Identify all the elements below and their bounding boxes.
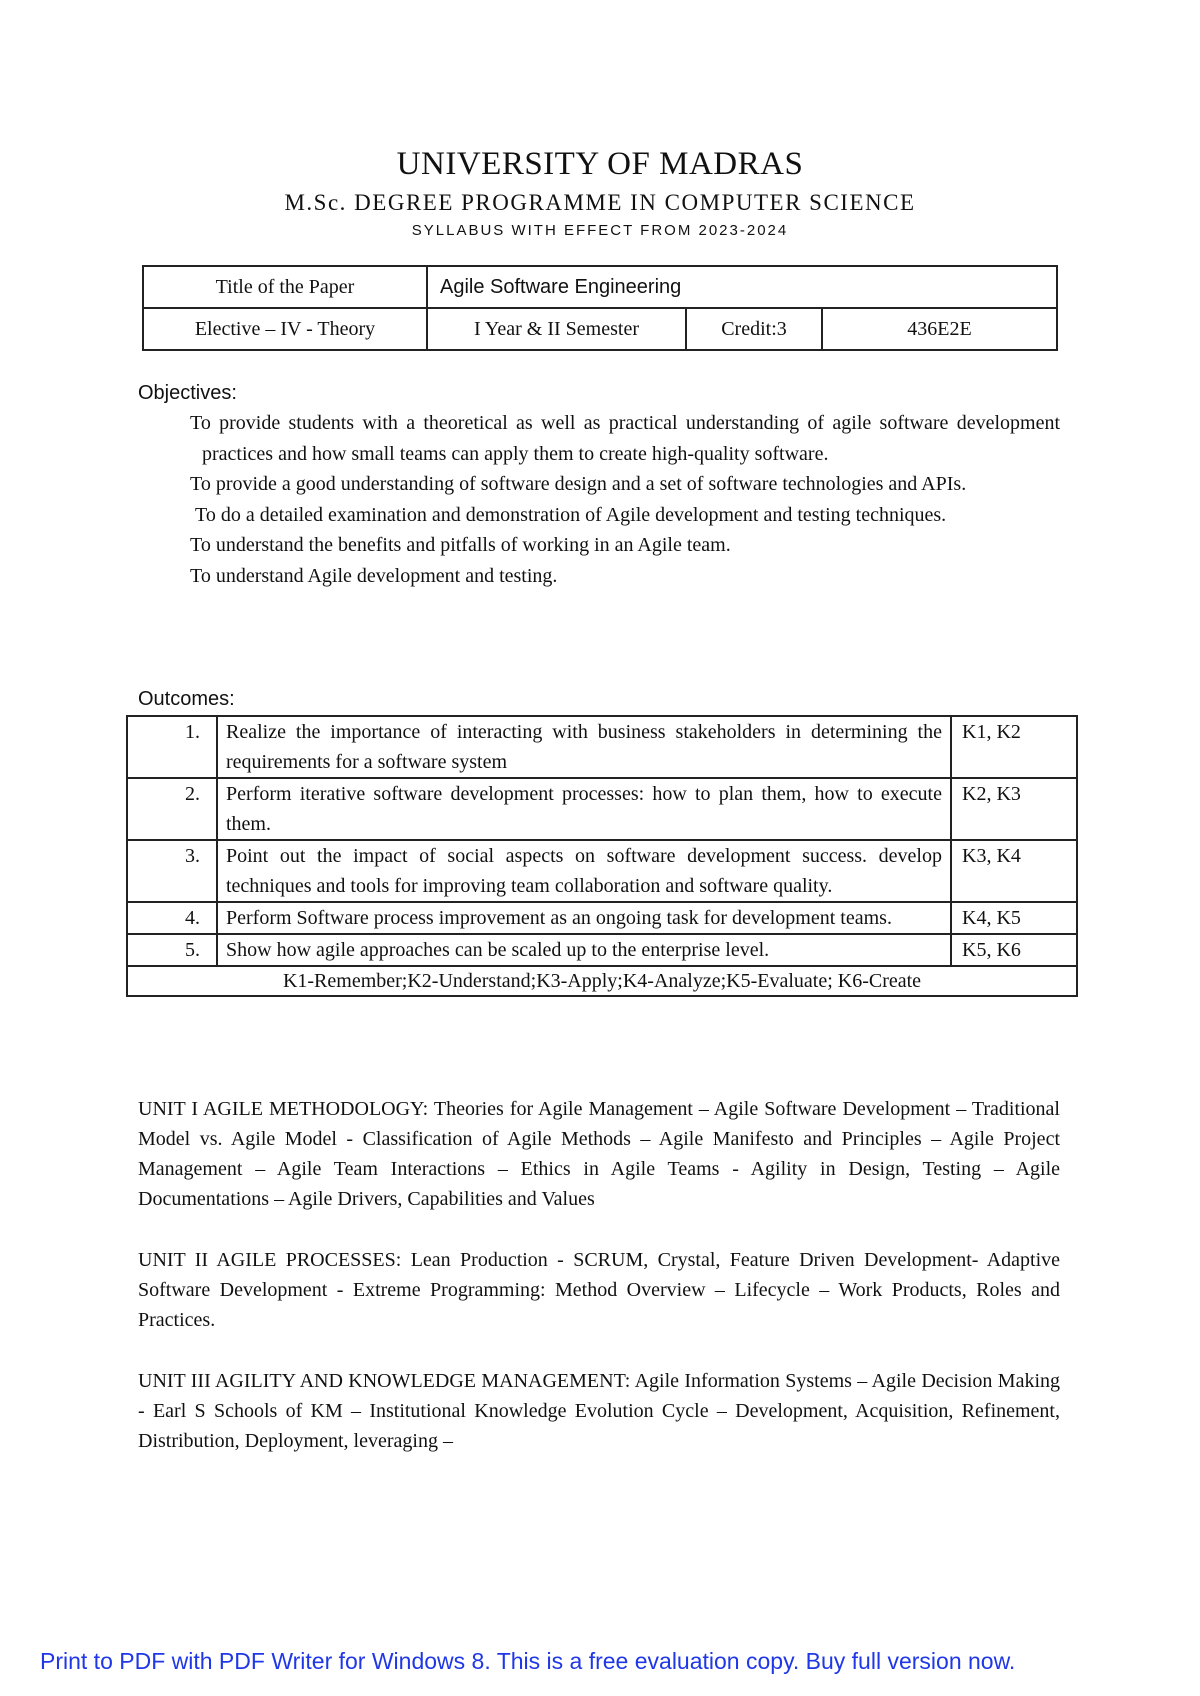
evaluation-watermark-footer: Print to PDF with PDF Writer for Windows 8. This is a free evaluation copy. Buy full version now. [40,1648,1016,1674]
outcome-number: 3. [127,840,217,902]
objective-item: To provide students with a theoretical as well as practical understanding of agile software development practices and how small teams can apply them to create high-quality software. [190,412,1060,465]
unit-paragraph: UNIT II AGILE PROCESSES: Lean Production - SCRUM, Crystal, Feature Driven Development- Adaptive Software Development - Extreme Programming: Method Overview – Lifecycle – Work Products, Roles and Practices. [138,1249,1060,1331]
outcome-knowledge-level: K5, K6 [951,934,1077,966]
knowledge-level-legend: K1-Remember;K2-Understand;K3-Apply;K4-Analyze;K5-Evaluate; K6-Create [127,966,1077,996]
outcome-knowledge-level: K3, K4 [951,840,1077,902]
outcome-knowledge-level: K1, K2 [951,716,1077,778]
outcome-number: 1. [127,716,217,778]
title-label: Title of the Paper [143,266,427,308]
objective-item: To do a detailed examination and demonstration of Agile development and testing techniques. [195,503,947,526]
credit-cell: Credit:3 [686,308,822,350]
outcomes-table [126,715,1078,997]
outcome-number: 4. [127,902,217,934]
course-code-cell: 436E2E [822,308,1057,350]
university-title: UNIVERSITY OF MADRAS [396,146,804,182]
outcome-number: 2. [127,778,217,840]
syllabus-effect: SYLLABUS WITH EFFECT FROM 2023-2024 [411,222,789,239]
table-row [127,778,1077,840]
outcome-text: Perform iterative software development processes: how to plan them, how to execute them. [217,778,951,840]
outcome-knowledge-level: K2, K3 [951,778,1077,840]
elective-cell: Elective – IV - Theory [143,308,427,350]
paper-info-table [142,265,1058,351]
year-semester-cell: I Year & II Semester [427,308,686,350]
title-value: Agile Software Engineering [427,266,1057,308]
table-row [127,840,1077,902]
units-section [138,1094,1060,1487]
outcome-knowledge-level: K4, K5 [951,902,1077,934]
outcome-text: Realize the importance of interacting with business stakeholders in determining the requirements for a software system [217,716,951,778]
programme-title: M.Sc. DEGREE PROGRAMME IN COMPUTER SCIENCE [284,190,916,215]
unit-paragraph: UNIT I AGILE METHODOLOGY: Theories for Agile Management – Agile Software Development – Traditional Model vs. Agile Model - Classification of Agile Methods – Agile Manifesto and Principles – Agile Project Management – Agile Team Interactions – Ethics in Agile Teams - Agility in Design, Testing – Agile Documentations – Agile Drivers, Capabilities and Values [138,1098,1060,1210]
outcome-text: Perform Software process improvement as an ongoing task for development teams. [217,902,951,934]
outcome-number: 5. [127,934,217,966]
objectives-heading: Objectives: [138,382,237,404]
objective-item: To understand Agile development and testing. [190,564,558,587]
table-row [127,934,1077,966]
table-row [127,716,1077,778]
outcome-text: Show how agile approaches can be scaled up to the enterprise level. [217,934,951,966]
objective-item: To understand the benefits and pitfalls of working in an Agile team. [190,534,731,556]
objectives-list [190,408,1060,591]
table-row [127,902,1077,934]
outcome-text: Point out the impact of social aspects on software development success. develop techniques and tools for improving team collaboration and software quality. [217,840,951,902]
objective-item: To provide a good understanding of software design and a set of software technologies and APIs. [190,473,967,495]
table-row [127,966,1077,996]
unit-paragraph: UNIT III AGILITY AND KNOWLEDGE MANAGEMENT: Agile Information Systems – Agile Decision Making - Earl S Schools of KM – Institutional Knowledge Evolution Cycle – Development, Acquisition, Refinement, Distribution, Deployment, leveraging – [138,1370,1060,1452]
outcomes-heading: Outcomes: [138,688,235,710]
